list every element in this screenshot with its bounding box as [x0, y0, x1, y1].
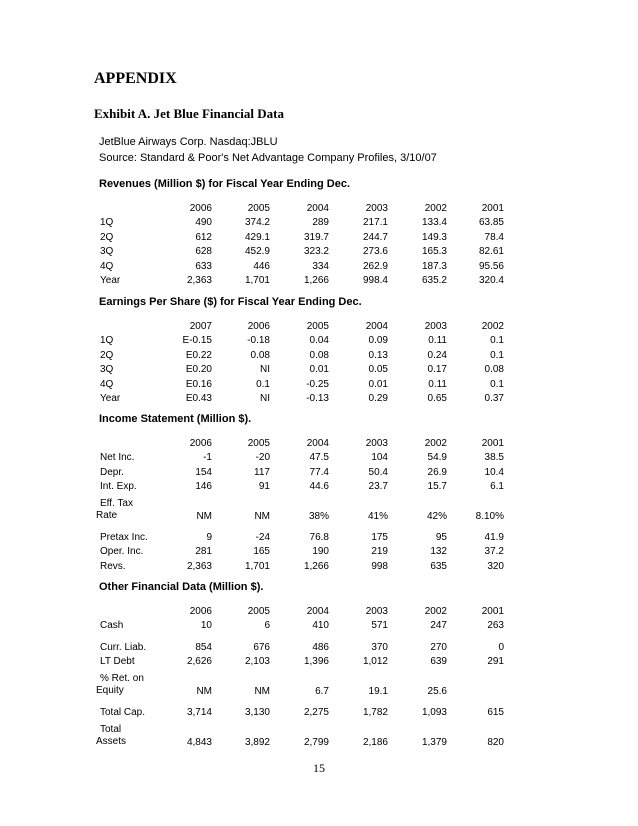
income-table [96, 436, 504, 574]
label-line-2: Assets [96, 735, 127, 747]
table-cell: 998 [371, 560, 388, 572]
table-cell: E0.16 [185, 378, 212, 390]
row-label: 3Q [100, 246, 114, 258]
table-cell: 262.9 [362, 260, 388, 272]
table-cell: 2003 [365, 437, 388, 449]
table-cell: 0.1 [256, 378, 270, 390]
table-cell [447, 669, 504, 698]
table-row [96, 655, 504, 670]
table-cell: 429.1 [244, 231, 270, 243]
table-cell: 2005 [247, 437, 270, 449]
table-cell: NM [196, 686, 212, 697]
table-cell: 76.8 [309, 531, 329, 543]
row-label [96, 494, 166, 523]
table-cell: 2004 [306, 437, 329, 449]
table-cell: 0.04 [309, 335, 329, 347]
table-cell: 187.3 [421, 260, 447, 272]
table-cell: 2002 [481, 320, 504, 332]
table-cell: 38% [308, 511, 329, 522]
table-cell: -24 [255, 531, 270, 543]
table-cell: 6.1 [490, 481, 504, 493]
table-cell: 2006 [189, 202, 212, 214]
row-label: Oper. Inc. [100, 546, 144, 558]
table-row [96, 530, 504, 545]
table-cell: 19.1 [368, 686, 388, 697]
table-cell: 0.1 [490, 378, 504, 390]
row-label [96, 720, 166, 749]
table-cell: 2005 [306, 320, 329, 332]
table-cell: 10.4 [484, 466, 504, 478]
table-cell: 0.37 [484, 393, 504, 405]
table-row [96, 604, 504, 619]
table-row [96, 465, 504, 480]
table-cell: 132 [430, 546, 447, 558]
table-cell: 0.08 [484, 364, 504, 376]
table-row [96, 619, 504, 634]
table-row [96, 201, 504, 216]
income-title: Income Statement (Million $). [99, 413, 252, 425]
table-cell: 63.85 [478, 217, 504, 229]
table-cell: 1,396 [303, 656, 329, 668]
row-label: 4Q [100, 378, 114, 390]
table-cell: 273.6 [362, 246, 388, 258]
row-label [96, 604, 166, 619]
table-cell: 3,130 [244, 706, 270, 718]
table-cell: 149.3 [421, 231, 447, 243]
table-cell: 452.9 [244, 246, 270, 258]
row-label: 1Q [100, 217, 114, 229]
table-row [96, 705, 504, 720]
label-line-1: Eff. Tax [100, 498, 133, 509]
spacer-cell [96, 523, 504, 530]
table-row [96, 319, 504, 334]
table-cell: 9 [206, 531, 212, 543]
table-cell: 1,012 [362, 656, 388, 668]
spacer-row [96, 523, 504, 530]
two-line-label [96, 498, 166, 522]
table-cell: 635.2 [421, 275, 447, 287]
row-label: Year [100, 393, 121, 405]
two-line-label [96, 673, 166, 697]
table-row [96, 274, 504, 289]
table-cell: 486 [312, 641, 329, 653]
table-cell: 854 [195, 641, 212, 653]
table-cell: 146 [195, 481, 212, 493]
table-cell: 47.5 [309, 452, 329, 464]
table-row [96, 363, 504, 378]
table-cell: 0.08 [309, 349, 329, 361]
table-cell: 2004 [365, 320, 388, 332]
table-cell: -0.25 [306, 378, 329, 390]
table-cell: 154 [195, 466, 212, 478]
table-cell: 281 [195, 546, 212, 558]
table-cell: 54.9 [427, 452, 447, 464]
table-cell: 628 [195, 246, 212, 258]
exhibit-title: Exhibit A. Jet Blue Financial Data [94, 106, 284, 121]
row-label: Revs. [100, 560, 126, 572]
table-cell: NM [196, 511, 212, 522]
table-cell: -0.13 [306, 393, 329, 405]
table-cell: 323.2 [303, 246, 329, 258]
table-cell: 374.2 [244, 217, 270, 229]
table-cell: 4,843 [186, 736, 212, 748]
table-cell: 10 [200, 620, 212, 632]
table-cell: 270 [430, 641, 447, 653]
table-cell: 0.1 [490, 349, 504, 361]
table-cell: 612 [195, 231, 212, 243]
table-row [96, 480, 504, 495]
table-cell: 3,892 [244, 736, 270, 748]
table-cell: 0.01 [309, 364, 329, 376]
table-row [96, 669, 504, 698]
table-cell: 6.7 [315, 686, 329, 697]
table-cell: 633 [195, 260, 212, 272]
table-row [96, 436, 504, 451]
table-cell: NI [260, 393, 270, 405]
table-cell: 0.05 [368, 364, 388, 376]
table-cell: 0.11 [428, 378, 447, 390]
table-cell: 490 [195, 217, 212, 229]
table-cell: 133.4 [421, 217, 447, 229]
table-cell: 77.4 [309, 466, 329, 478]
table-cell: 2007 [189, 320, 212, 332]
table-cell: 2,799 [303, 736, 329, 748]
eps-table [96, 319, 504, 406]
table-cell: 2,275 [303, 706, 329, 718]
table-cell: 165.3 [421, 246, 447, 258]
table-cell: 0.29 [368, 393, 388, 405]
table-cell: 334 [312, 260, 329, 272]
table-cell: 2001 [481, 202, 504, 214]
spacer-row [96, 633, 504, 640]
table-cell: 165 [253, 546, 270, 558]
table-cell: 217.1 [362, 217, 388, 229]
label-line-1: Total [100, 723, 122, 735]
page-number: 15 [313, 761, 325, 775]
table-cell: 38.5 [484, 452, 504, 464]
table-cell: 2003 [365, 202, 388, 214]
row-label: Depr. [100, 466, 124, 478]
table-cell: 2002 [424, 605, 447, 617]
label-line-2: Equity [96, 685, 124, 696]
table-row [96, 259, 504, 274]
table-cell: 320.4 [478, 275, 504, 287]
table-cell: 41.9 [484, 531, 504, 543]
row-label: Net Inc. [100, 452, 135, 464]
spacer-cell [96, 633, 504, 640]
table-cell: 0.1 [490, 335, 504, 347]
table-row [96, 377, 504, 392]
table-cell: E-0.15 [182, 335, 212, 347]
table-cell: 1,701 [244, 560, 270, 572]
table-row [96, 230, 504, 245]
table-cell: 42% [426, 511, 447, 522]
table-cell: 26.9 [427, 466, 447, 478]
table-cell: 1,266 [303, 275, 329, 287]
table-cell: 50.4 [368, 466, 388, 478]
table-cell: E0.22 [185, 349, 212, 361]
table-cell: NM [254, 686, 270, 697]
table-cell: 95.56 [478, 260, 504, 272]
table-cell: 319.7 [303, 231, 329, 243]
row-label [96, 201, 166, 216]
row-label: 2Q [100, 231, 114, 243]
table-cell: 320 [487, 560, 504, 572]
table-cell: 23.7 [368, 481, 388, 493]
table-cell: 263 [487, 620, 504, 632]
row-label: 1Q [100, 335, 114, 347]
table-cell: 2005 [247, 202, 270, 214]
row-label [96, 669, 166, 698]
table-cell: 2003 [424, 320, 447, 332]
table-cell: 3,714 [186, 706, 212, 718]
table-cell: 0.11 [428, 335, 447, 347]
table-cell: 615 [487, 706, 504, 718]
row-label: Cash [100, 620, 124, 632]
table-cell: 1,093 [421, 706, 447, 718]
row-label: 2Q [100, 349, 114, 361]
table-cell: 2,363 [186, 275, 212, 287]
table-cell: 1,701 [244, 275, 270, 287]
table-cell: 91 [258, 481, 270, 493]
table-cell: 2,103 [244, 656, 270, 668]
table-row [96, 559, 504, 574]
table-cell: -0.18 [247, 335, 270, 347]
table-cell: E0.43 [185, 393, 212, 405]
table-cell: 190 [312, 546, 329, 558]
table-cell: -1 [203, 452, 212, 464]
row-label: Year [100, 275, 121, 287]
table-cell: 2006 [247, 320, 270, 332]
table-cell: 104 [371, 452, 388, 464]
table-cell: 2,186 [362, 736, 388, 748]
table-cell: E0.20 [185, 364, 212, 376]
table-cell: 410 [312, 620, 329, 632]
row-label: Total Cap. [100, 706, 146, 718]
table-cell: 370 [371, 641, 388, 653]
table-cell: 175 [371, 531, 388, 543]
table-cell: 44.6 [309, 481, 329, 493]
table-cell: 2005 [247, 605, 270, 617]
table-row [96, 348, 504, 363]
revenues-title: Revenues (Million $) for Fiscal Year Ending Dec. [99, 178, 351, 190]
table-cell: 2001 [481, 437, 504, 449]
table-cell: 0.01 [368, 378, 388, 390]
table-row [96, 334, 504, 349]
row-label [96, 436, 166, 451]
table-cell: 1,379 [421, 736, 447, 748]
label-line-2: Rate [96, 510, 118, 521]
table-cell: 6 [264, 620, 270, 632]
table-cell: 289 [312, 217, 329, 229]
table-cell: 2,626 [186, 656, 212, 668]
table-cell: 117 [254, 466, 270, 478]
table-cell: 0.24 [427, 349, 447, 361]
table-cell: 2006 [189, 437, 212, 449]
table-cell: 2006 [189, 605, 212, 617]
table-cell: 291 [487, 656, 504, 668]
table-cell: 2,363 [186, 560, 212, 572]
table-cell: 2002 [424, 437, 447, 449]
revenues-table [96, 201, 504, 288]
table-cell: 0.09 [368, 335, 388, 347]
row-label: Pretax Inc. [100, 531, 148, 543]
two-line-label [96, 723, 166, 748]
table-cell: 82.61 [478, 246, 504, 258]
table-cell: 571 [371, 620, 388, 632]
table-cell: 2004 [306, 202, 329, 214]
table-cell: 0.08 [250, 349, 270, 361]
table-cell: 676 [253, 641, 270, 653]
row-label: 3Q [100, 364, 114, 376]
table-cell: 2004 [306, 605, 329, 617]
source-line: Source: Standard & Poor's Net Advantage Company Profiles, 3/10/07 [99, 152, 437, 164]
table-cell: 639 [430, 656, 447, 668]
table-row [96, 640, 504, 655]
table-cell: NI [260, 364, 270, 376]
company-line: JetBlue Airways Corp. Nasdaq:JBLU [99, 136, 278, 148]
row-label: Curr. Liab. [100, 641, 147, 653]
table-row [96, 245, 504, 260]
table-cell: 2003 [365, 605, 388, 617]
table-row [96, 720, 504, 749]
table-cell: 95 [435, 531, 447, 543]
table-row [96, 494, 504, 523]
table-cell: 244.7 [362, 231, 388, 243]
table-cell: 0.65 [427, 393, 447, 405]
table-cell: 446 [253, 260, 270, 272]
table-cell: 2001 [481, 605, 504, 617]
table-cell: 15.7 [427, 481, 447, 493]
table-cell: 78.4 [484, 231, 504, 243]
table-cell: 37.2 [484, 546, 504, 558]
row-label: LT Debt [100, 656, 135, 668]
table-cell: NM [254, 511, 270, 522]
row-label: 4Q [100, 260, 114, 272]
table-cell: 998.4 [362, 275, 388, 287]
table-cell: 0 [498, 641, 504, 653]
table-cell: -20 [255, 452, 270, 464]
other-table [96, 604, 504, 749]
appendix-heading: APPENDIX [94, 70, 177, 87]
table-row [96, 451, 504, 466]
table-row [96, 216, 504, 231]
table-cell: 1,266 [303, 560, 329, 572]
table-cell: 247 [430, 620, 447, 632]
spacer-row [96, 698, 504, 705]
table-row [96, 392, 504, 407]
label-line-1: % Ret. on [100, 673, 144, 684]
table-cell: 41% [367, 511, 388, 522]
table-cell: 2002 [424, 202, 447, 214]
table-cell: 0.17 [427, 364, 447, 376]
table-cell: 635 [430, 560, 447, 572]
table-cell: 0.13 [368, 349, 388, 361]
row-label: Int. Exp. [100, 481, 137, 493]
table-cell: 820 [487, 736, 504, 748]
other-title: Other Financial Data (Million $). [99, 581, 264, 593]
table-cell: 8.10% [475, 511, 504, 522]
table-row [96, 545, 504, 560]
row-label [96, 319, 166, 334]
table-cell: 1,782 [362, 706, 388, 718]
spacer-cell [96, 698, 504, 705]
table-cell: 25.6 [427, 686, 447, 697]
table-cell: 219 [371, 546, 388, 558]
eps-title: Earnings Per Share ($) for Fiscal Year Ending Dec. [99, 296, 362, 308]
